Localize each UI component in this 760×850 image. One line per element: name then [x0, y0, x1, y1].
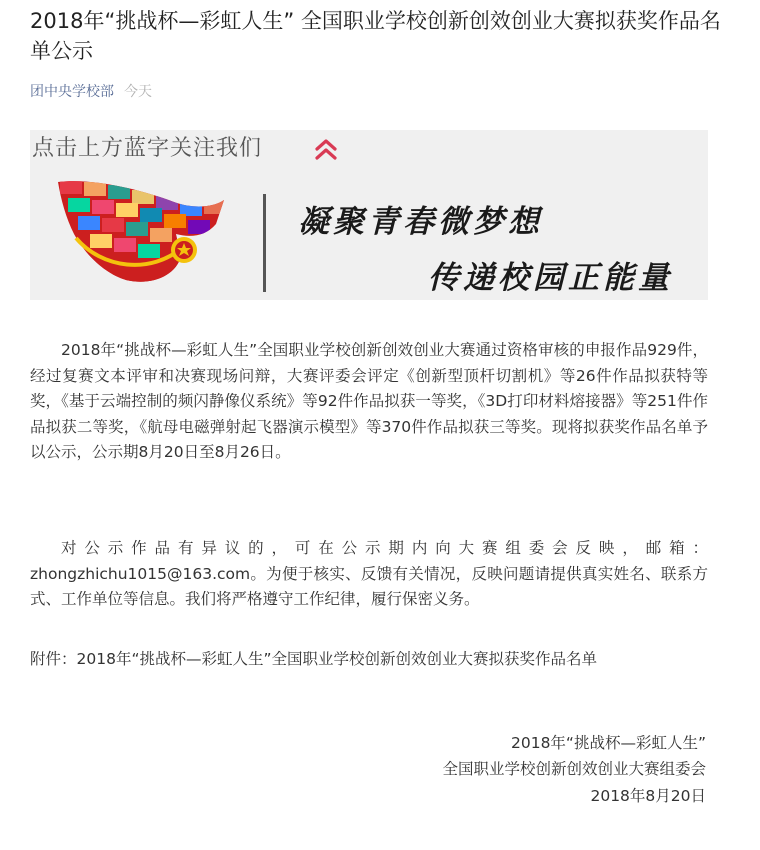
- banner-divider: [263, 194, 266, 292]
- slogan-line-2: 传递校园正能量: [428, 260, 673, 296]
- double-chevron-up-icon: [313, 136, 339, 162]
- follow-prompt: 点击上方蓝字关注我们: [32, 136, 263, 161]
- publish-date: 今天: [124, 84, 152, 100]
- article-title: 2018年“挑战杯—彩虹人生” 全国职业学校创新创效创业大赛拟获奖作品名单公示: [30, 9, 721, 63]
- follow-banner[interactable]: [30, 130, 708, 300]
- author-link[interactable]: 团中央学校部: [30, 84, 114, 100]
- slogan-line-1: 凝聚青春微梦想: [298, 204, 543, 240]
- signature-line-1: 2018年“挑战杯—彩虹人生”: [510, 734, 706, 752]
- signature-date: 2018年8月20日: [590, 787, 706, 805]
- body-paragraph-2: 对公示作品有异议的，可在公示期内向大赛组委会反映，邮箱：zhongzhichu1015@163.com。为便于核实、反馈有关情况，反映问题请提供真实姓名、联系方式、工作单位等信息。我们将严格遵守工作纪律，履行保密义务。: [30, 539, 708, 608]
- signature-organizer: 全国职业学校创新创效创业大赛组委会: [442, 760, 706, 778]
- attachment-note: 附件：2018年“挑战杯—彩虹人生”全国职业学校创新创效创业大赛拟获奖作品名单: [30, 650, 598, 668]
- body-paragraph-1: 2018年“挑战杯—彩虹人生”全国职业学校创新创效创业大赛通过资格审核的申报作品929件，经过复赛文本评审和决赛现场问辩，大赛评委会评定《创新型顶杆切割机》等26件作品拟获特等奖，《基于云端控制的频闪静像仪系统》等92件作品拟获一等奖，《3D打印材料熔接器》等251件作品拟获二等奖，《航母电磁弹射起飞器演示模型》等370件作品拟获三等奖。现将拟获奖作品名单予以公示，公示期8月20日至8月26日。: [30, 341, 708, 461]
- youth-league-flag-logo: [56, 176, 226, 296]
- article-meta: [30, 81, 152, 101]
